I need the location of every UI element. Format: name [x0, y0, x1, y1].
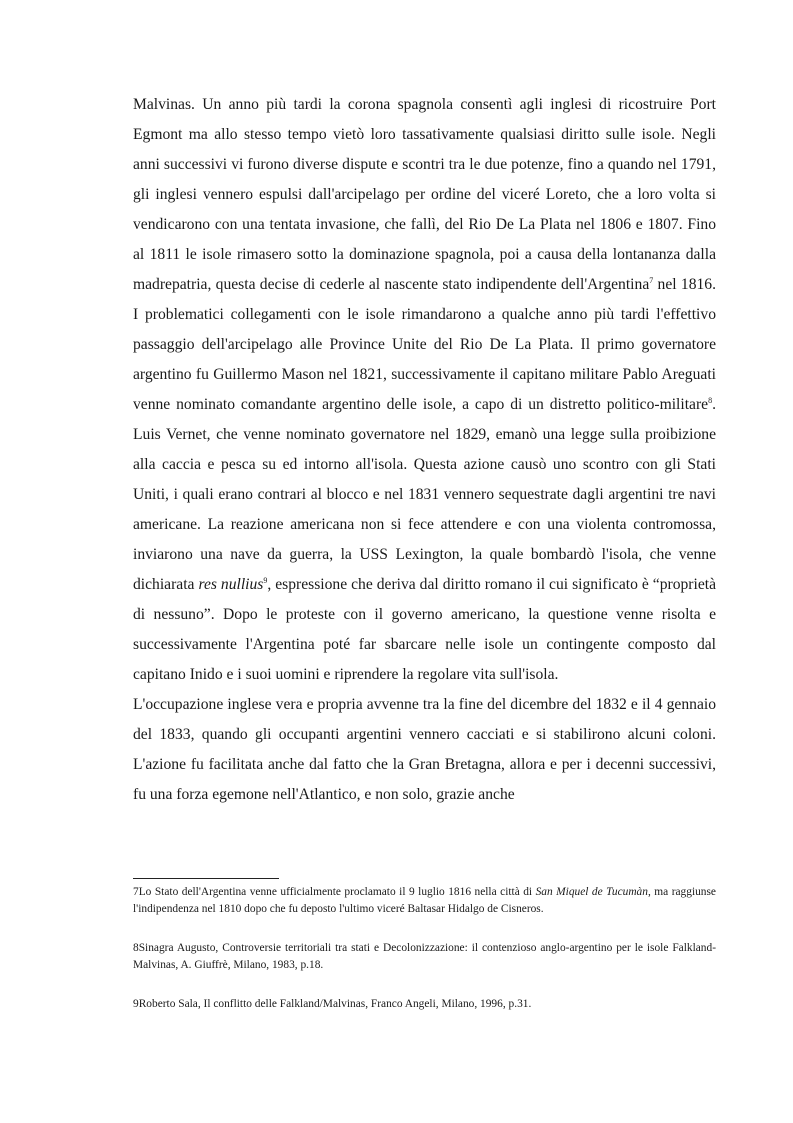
- footnote-ref-7[interactable]: 7: [649, 275, 654, 285]
- paragraph-2: L'occupazione inglese vera e propria avvenne tra la fine del dicembre del 1832 e il 4 gennaio del 1833, quando gli occupanti argentini vennero cacciati e si stabilirono alcuni coloni. L'azione fu facilitata anche dal fatto che la Gran Bretagna, allora e per i decenni successivi, fu una forza egemone nell'Atlantico, e non solo, grazie anche: [133, 696, 716, 803]
- paragraph-1: Malvinas. Un anno più tardi la corona spagnola consentì agli inglesi di ricostruire Port Egmont ma allo stesso tempo vietò loro tassativamente qualsiasi diritto sulle isole. Negli anni successivi vi furono diverse dispute e scontri tra le due potenze, fino a quando nel 1791, gli inglesi vennero espulsi dall'arcipelago per ordine del viceré Loreto, che a loro volta si vendicarono con una tentata invasione, che fallì, del Rio De La Plata nel 1806 e 1807. Fino al 1811 le isole rimasero sotto la dominazione spagnola, poi a causa della lontananza dalla madrepatria, questa decise di cederle al nascente stato indipendente dell'Argentina$^7$ nel 1816. I problematici collegamenti con le isole rimandarono a qualche anno più tardi l'effettivo passaggio dell'arcipelago alle Province Unite del Rio De La Plata. Il primo governatore argentino fu Guillermo Mason nel 1821, successivamente il capitano militare Pablo Areguati venne nominato comandante argentino delle isole, a capo di un distretto politico-militare$^8$. Luis Vernet, che venne nominato governatore nel 1829, emanò una legge sulla proibizione alla caccia e pesca su ed intorno all'isola. Questa azione causò uno scontro con gli Stati Uniti, i quali erano contrari al blocco e nel 1831 vennero sequestrate dagli argentini tre navi americane. La reazione americana non si fece attendere e con una violenta contromossa, inviarono una nave da guerra, la USS Lexington, la quale bombardò l'isola, che venne dichiarata res nullius$^9$, espressione che deriva dal diritto romano il cui significato è “proprietà di nessuno”. Dopo le proteste con il governo americano, la questione venne risolta e successivamente l'Argentina poté far sbarcare nelle isole un contingente composto dal capitano Inido e i suoi uomini e riprendere la regolare vita sull'isola.: [133, 96, 716, 683]
- italic-term: res nullius: [198, 576, 264, 593]
- footnote-ref-8[interactable]: 8: [708, 395, 713, 405]
- footnote-9: 9Roberto Sala, Il conflitto delle Falkland/Malvinas, Franco Angeli, Milano, 1996, p.31.: [133, 998, 532, 1010]
- footnote-7: 7Lo Stato dell'Argentina venne ufficialmente proclamato il 9 luglio 1816 nella città di San Miquel de Tucumàn, ma raggiunse l'indipendenza nel 1810 dopo che fu deposto l'ultimo viceré Baltasar Hidalgo de Cisneros.: [133, 886, 716, 915]
- footnotes: [133, 884, 716, 1013]
- body-text: [133, 90, 716, 810]
- footnote-8: 8Sinagra Augusto, Controversie territoriali tra stati e Decolonizzazione: il contenzioso anglo-argentino per le isole Falkland-Malvinas, A. Giuffrè, Milano, 1983, p.18.: [133, 942, 716, 971]
- footnote-ref-9[interactable]: 9: [263, 575, 268, 585]
- footnote-divider: [133, 878, 279, 879]
